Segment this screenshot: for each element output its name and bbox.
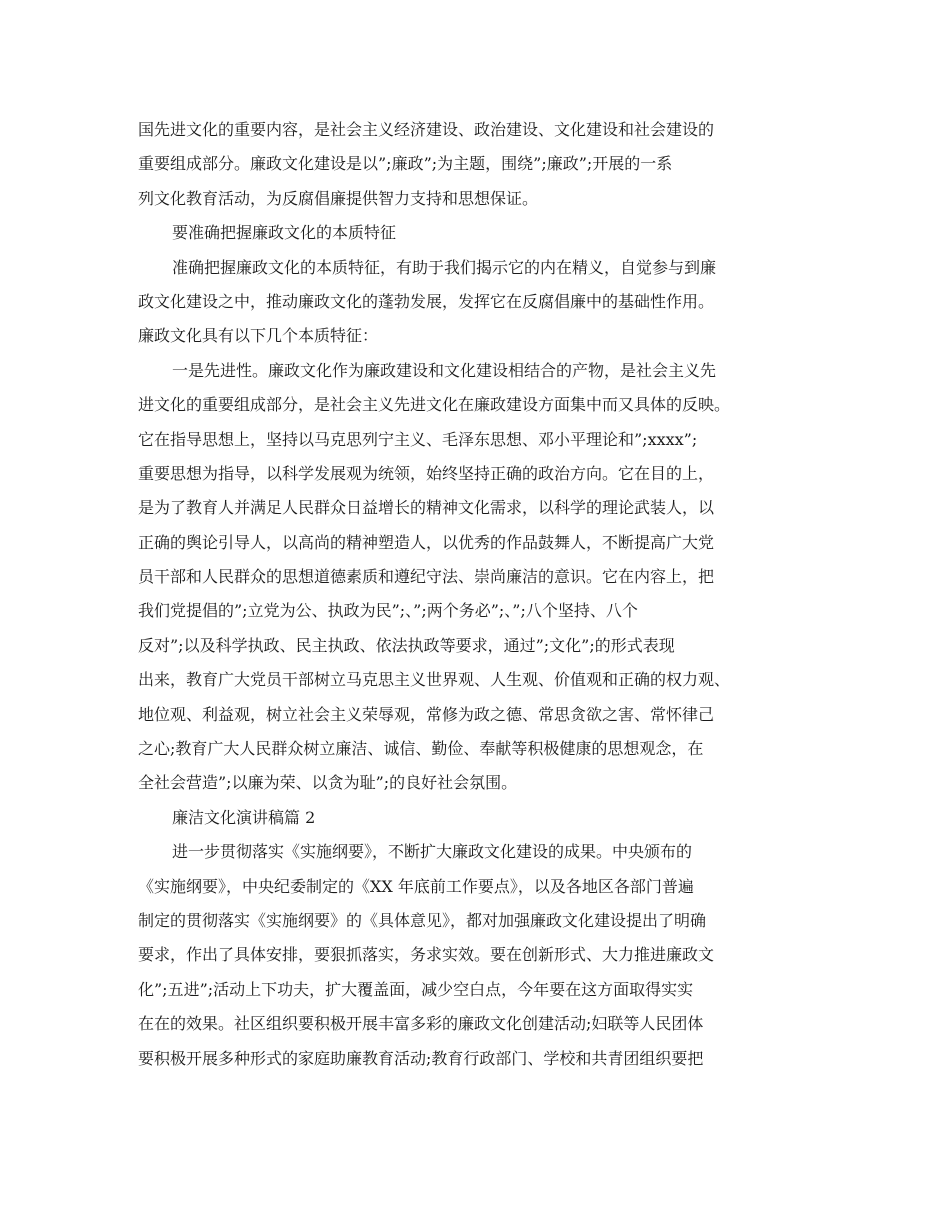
text-line: 进文化的重要组成部分，是社会主义先进文化在廉政建设方面集中而又具体的反映。 [138,395,731,415]
text-line: 出来，教育广大党员干部树立马克思主义世界观、人生观、价值观和正确的权力观、 [138,670,731,690]
text-line: 廉政文化具有以下几个本质特征： [138,326,379,346]
text-line: 我们党提倡的”;立党为公、执政为民”;、”;两个务必”;、”;八个坚持、八个 [138,601,638,621]
text-line: 政文化建设之中，推动廉政文化的蓬勃发展，发挥它在反腐倡廉中的基础性作用。 [138,291,715,311]
paragraph-first-line: 准确把握廉政文化的本质特征，有助于我们揭示它的内在精义，自觉参与到廉 [172,257,717,277]
document-body [138,113,828,1076]
text-line: 《实施纲要》，中央纪委制定的《XX 年底前工作要点》，以及各地区各部门普遍 [138,876,694,896]
text-line: 要求，作出了具体安排，要狠抓落实，务求实效。要在创新形式、大力推进廉政文 [138,945,715,965]
text-line: 地位观、利益观，树立社会主义荣辱观，常修为政之德、常思贪欲之害、常怀律己 [138,704,715,724]
text-line: 反对”;以及科学执政、民主执政、依法执政等要求，通过”;文化”;的形式表现 [138,635,675,655]
text-line: 它在指导思想上，坚持以马克思列宁主义、毛泽东思想、邓小平理论和”;xxxx”; [138,429,698,449]
text-line: 化”;五进”;活动上下功夫，扩大覆盖面，减少空白点，今年要在这方面取得实实 [138,979,694,999]
text-line: 重要组成部分。廉政文化建设是以”;廉政”;为主题，围绕”;廉政”;开展的一系 [138,154,673,174]
paragraph-first-line: 进一步贯彻落实《实施纲要》，不断扩大廉政文化建设的成果。中央颁布的 [172,842,693,862]
paragraph-first-line: 一是先进性。廉政文化作为廉政建设和文化建设相结合的产物，是社会主义先 [172,360,717,380]
text-line: 在在的效果。社区组织要积极开展丰富多彩的廉政文化创建活动;妇联等人民团体 [138,1014,704,1034]
text-line: 是为了教育人并满足人民群众日益增长的精神文化需求，以科学的理论武装人，以 [138,498,715,518]
text-line: 正确的舆论引导人，以高尚的精神塑造人，以优秀的作品鼓舞人，不断提高广大党 [138,532,715,552]
text-line: 员干部和人民群众的思想道德素质和遵纪守法、崇尚廉洁的意识。它在内容上，把 [138,567,715,587]
text-line: 制定的贯彻落实《实施纲要》的《具体意见》，都对加强廉政文化建设提出了明确 [138,910,707,930]
text-line: 国先进文化的重要内容，是社会主义经济建设、政治建设、文化建设和社会建设的 [138,120,715,139]
paragraph-first-line: 要准确把握廉政文化的本质特征 [172,223,397,243]
text-line: 之心;教育广大人民群众树立廉洁、诚信、勤俭、奉献等积极健康的思想观念，在 [138,739,704,759]
paragraph-first-line: 廉洁文化演讲稿篇 2 [172,807,316,827]
text-line: 列文化教育活动，为反腐倡廉提供智力支持和思想保证。 [138,188,539,208]
text-line: 重要思想为指导，以科学发展观为统领，始终坚持正确的政治方向。它在目的上， [138,463,715,483]
text-line: 要积极开展多种形式的家庭助廉教育活动;教育行政部门、学校和共青团组织要把 [138,1048,704,1068]
text-line: 全社会营造”;以廉为荣、以贪为耻”;的良好社会氛围。 [138,773,518,793]
